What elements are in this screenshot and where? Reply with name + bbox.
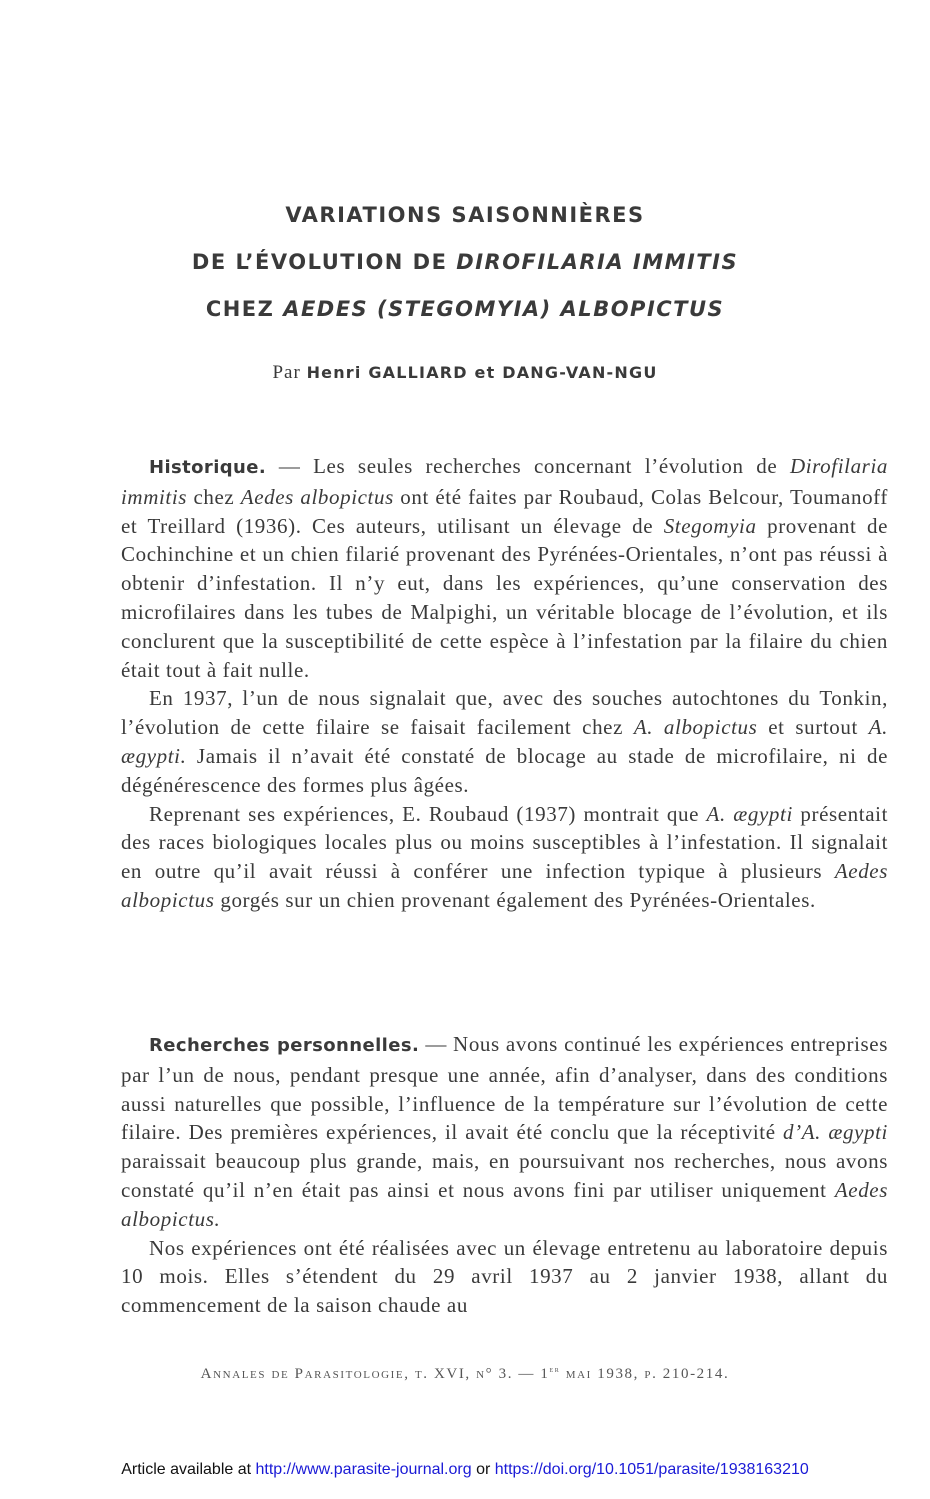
text-run: provenant de Cochinchine et un chien filarié provenant des Pyrénées-Orientales, n’ont pas réussi à obtenir d’infestation. Il n’y eut, dans les expériences, qu’une conservation des microfilaires dans les tubes de Malpighi, un véritable blocage de l’évolution, et ils conclurent que la susceptibilité de cette espèce à l’infestation par la filaire du chien était tout à fait nulle.: [121, 513, 888, 682]
citation-sup: er: [549, 1364, 561, 1374]
text-run: gorgés sur un chien provenant également des Pyrénées-Orientales.: [214, 887, 816, 912]
historique-paragraph-2: [121, 684, 888, 799]
citation-text-end: mai 1938, p. 210-214.: [560, 1366, 730, 1382]
availability-middle: or: [471, 1461, 495, 1478]
species-name: Aedes albopictus: [240, 484, 394, 509]
section-historique: [121, 452, 888, 915]
recherches-paragraph-1: [121, 1030, 888, 1234]
text-run: ont été faites par Roubaud, Colas Belcour, Toumanoff et Treillard (1936). Ces auteurs, utilisant un élevage de: [121, 484, 888, 538]
doi-link[interactable]: https://doi.org/10.1051/parasite/1938163210: [494, 1461, 809, 1478]
recherches-paragraph-2: Nos expériences ont été réalisées avec un élevage entretenu au laboratoire depuis 10 mois. Elles s’étendent du 29 avril 1937 au 2 janvier 1938, allant du commencement de la saison chaude au: [121, 1235, 888, 1318]
species-name: A. ægypti.: [121, 715, 888, 768]
species-name: Aedes albopictus.: [121, 1177, 888, 1231]
text-run: Jamais il n’avait été constaté de blocage au stade de microfilaire, ni de dégénérescence des formes plus âgées.: [121, 743, 888, 797]
authors-line: [0, 362, 930, 384]
journal-link[interactable]: http://www.parasite-journal.org: [255, 1461, 472, 1478]
journal-citation: [0, 1364, 930, 1383]
species-name: Stegomyia: [663, 513, 757, 538]
section-recherches: [121, 1030, 888, 1320]
text-run: chez: [187, 484, 241, 509]
text-run: — Nous avons continué les expériences entreprises par l’un de nous, pendant presque une année, afin d’analyser, dans des conditions aussi naturelles que possible, l’influence de la température sur l’évolution de cette filaire. Des premières expériences, il avait été conclu que la réceptivité: [121, 1032, 888, 1145]
historique-paragraph-1: [121, 452, 888, 684]
text-run: paraissait beaucoup plus grande, mais, en poursuivant nos recherches, nous avons constaté qu’il n’en était pas ainsi et nous avons fini par utiliser uniquement: [121, 1149, 888, 1202]
species-name: A. albopictus: [633, 715, 758, 740]
title-species-1: DIROFILARIA IMMITIS: [456, 250, 739, 274]
text-run: Reprenant ses expériences, E. Roubaud (1937) montrait que: [149, 801, 707, 826]
historique-paragraph-3: [121, 800, 888, 915]
availability-prefix: Article available at: [121, 1461, 256, 1478]
species-name: Aedes albopictus: [121, 859, 888, 912]
title-text-2: DE L’ÉVOLUTION DE: [191, 250, 457, 274]
availability-line: [0, 1461, 930, 1479]
historique-heading: Historique.: [149, 457, 267, 478]
text-run: présentait des races biologiques locales plus ou moins susceptibles à l’infestation. Il signalait en outre qu’il avait réussi à conférer une infection typique à plusieurs: [121, 801, 889, 884]
species-name: A. ægypti: [706, 801, 793, 826]
title-text-3: CHEZ: [205, 297, 284, 321]
title-line-3: [0, 297, 930, 321]
authors-prefix: Par: [272, 362, 301, 383]
species-name: d’A. ægypti: [783, 1120, 888, 1145]
citation-text: Annales de Parasitologie, t. XVI, n° 3. — 1: [200, 1366, 550, 1382]
title-species-2: AEDES (STEGOMYIA) ALBOPICTUS: [283, 297, 725, 321]
title-line-1: [0, 203, 930, 227]
title-text-1: VARIATIONS SAISONNIÈRES: [285, 203, 645, 227]
title-line-2: [0, 250, 930, 274]
species-name: Dirofilaria immitis: [121, 454, 888, 509]
recherches-heading: Recherches personnelles.: [149, 1035, 420, 1056]
text-run: et surtout: [757, 715, 869, 740]
text-run: — Les seules recherches concernant l’évolution de: [266, 454, 790, 478]
text-run: En 1937, l’un de nous signalait que, avec des souches autochtones du Tonkin, l’évolution de cette filaire se faisait facilement chez: [121, 686, 888, 740]
authors-names: Henri GALLIARD et DANG-VAN-NGU: [306, 363, 658, 382]
